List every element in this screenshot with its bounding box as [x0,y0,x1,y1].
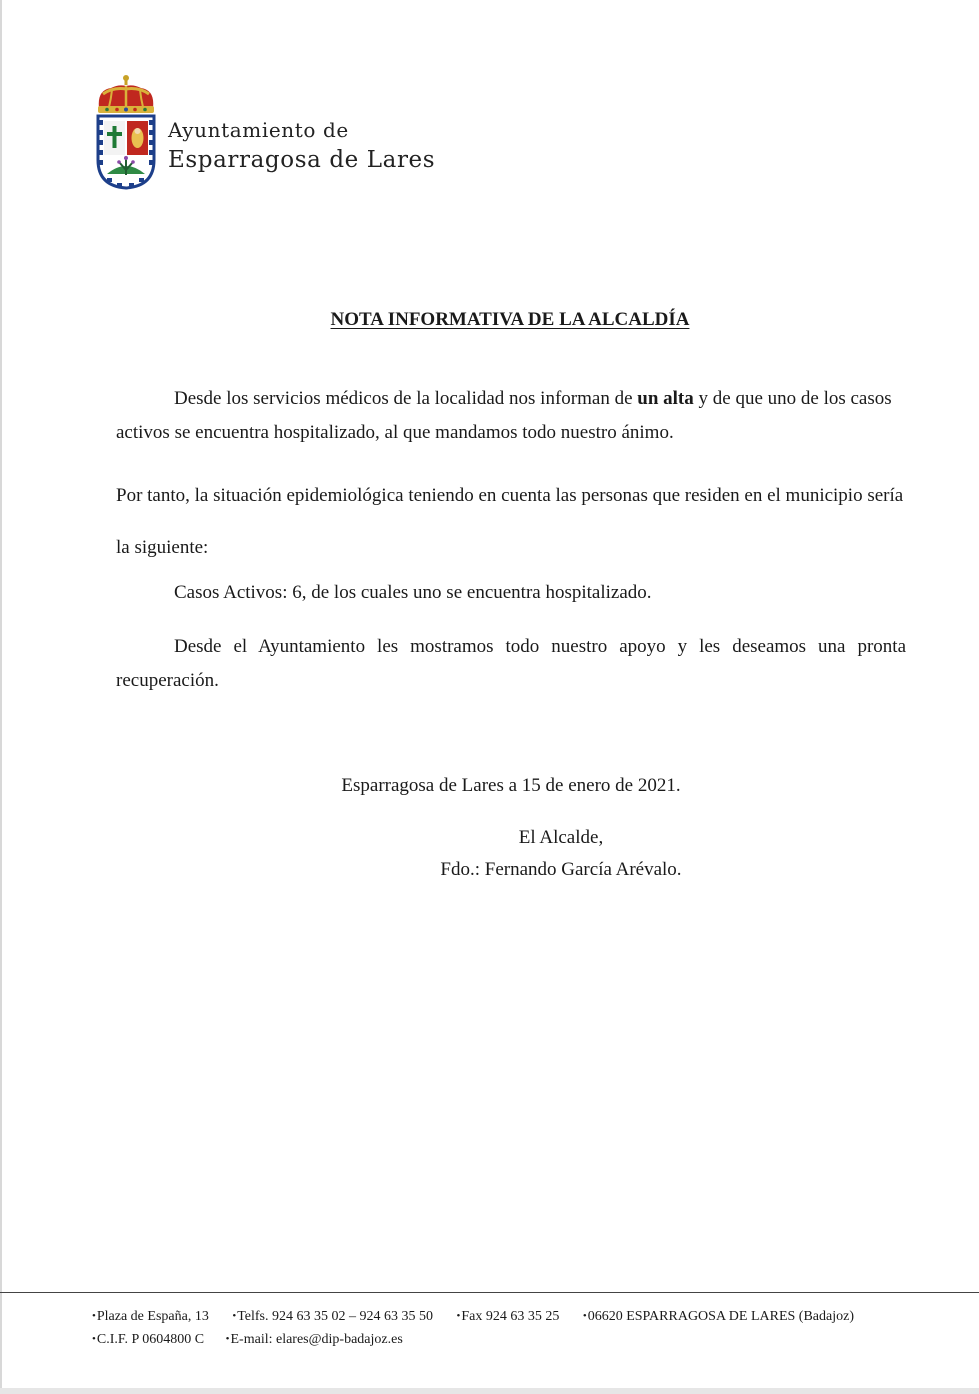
coat-of-arms-logo [93,74,159,190]
email-text: E-mail: elares@dip-badajoz.es [230,1332,403,1347]
footer-row-1 [92,1305,854,1328]
org-line-2: Esparragosa de Lares [168,147,436,173]
footer-divider [0,1292,979,1293]
paragraph-active-cases: Casos Activos: 6, de los cuales uno se encuentra hospitalizado. [174,582,652,603]
bullet-icon: • [225,1333,230,1345]
bullet-icon: • [92,1333,96,1345]
bullet-icon: • [232,1310,237,1322]
signature-block [50,822,979,886]
document-title: NOTA INFORMATIVA DE LA ALCALDÍA [330,309,690,330]
p1-bold-text: un alta [637,388,694,409]
footer-email [226,1328,403,1351]
p1-text-after: y de que uno de los casos activos se encuentra hospitalizado, al que mandamos todo nuestro ánimo. [116,388,892,443]
footer [92,1305,854,1351]
footer-postal [583,1305,854,1328]
signer-role: El Alcalde, [518,827,604,848]
address-text: Plaza de España, 13 [96,1309,209,1324]
org-line-1: Ayuntamiento de [168,118,349,142]
postal-text: 06620 ESPARRAGOSA DE LARES (Badajoz) [587,1309,854,1324]
footer-address [92,1305,209,1328]
footer-phones [232,1305,433,1328]
page-edge [0,0,2,1394]
bullet-icon: • [456,1310,461,1322]
paragraph-support: Desde el Ayuntamiento les mostramos todo nuestro apoyo y les deseamos una pronta recuperación. [116,636,906,691]
municipality-name [168,116,435,176]
paragraph-discharge [116,382,906,450]
signer-name: Fdo.: Fernando García Arévalo. [440,859,682,880]
page-bottom-edge [0,1388,979,1394]
bullet-icon: • [92,1310,96,1322]
p1-text-before: Desde los servicios médicos de la localidad nos informan de [174,388,638,409]
bullet-icon: • [582,1310,587,1322]
place-date: Esparragosa de Lares a 15 de enero de 2021. [341,775,681,796]
footer-fax [456,1305,559,1328]
footer-cif [92,1328,204,1351]
fax-text: Fax 924 63 35 25 [461,1309,560,1324]
cif-text: C.I.F. P 0604800 C [96,1332,205,1347]
paragraph-situation: Por tanto, la situación epidemiológica teniendo en cuenta las personas que residen en el municipio sería la siguiente: [116,485,904,558]
footer-row-2 [92,1328,854,1351]
phones-text: Telfs. 924 63 35 02 – 924 63 35 50 [237,1309,433,1324]
